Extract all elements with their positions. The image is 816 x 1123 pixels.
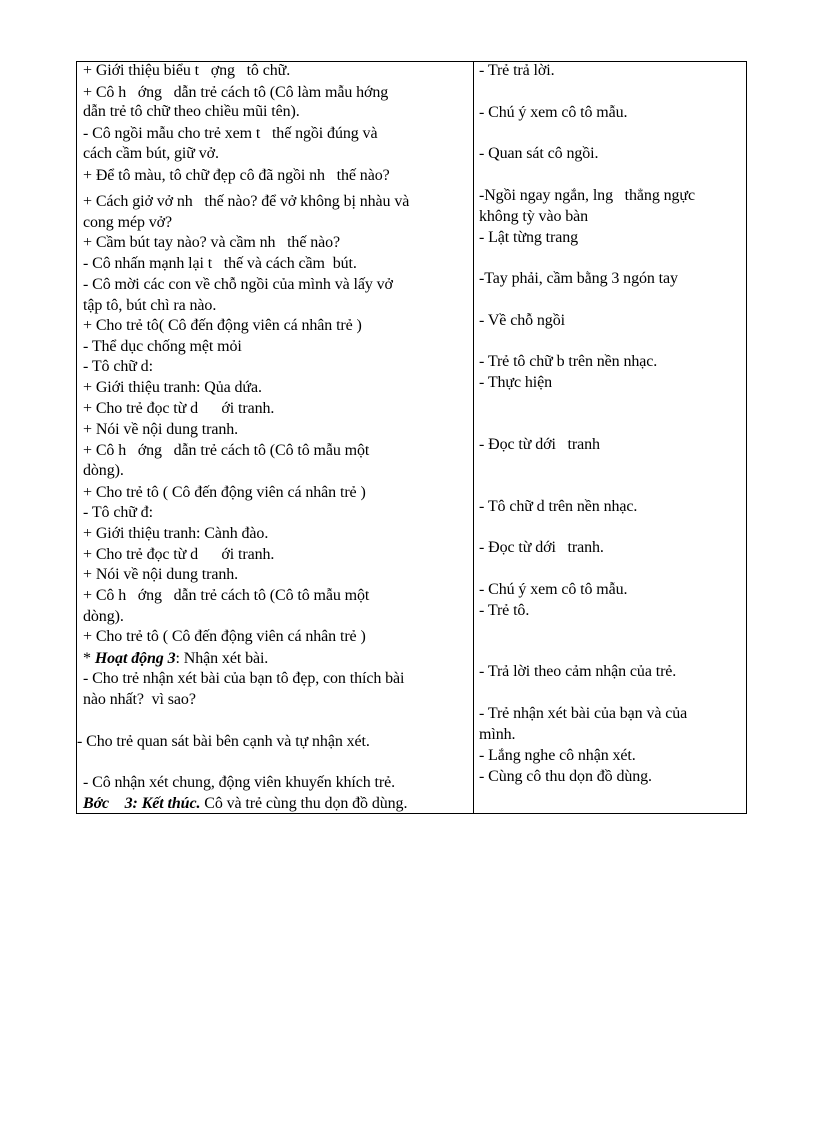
line-text: + Giới thiệu tranh: Qủa dứa. [83,379,262,396]
line-text: tập tô, bút chì ra nào. [83,297,217,314]
teacher-activity-line [83,296,216,316]
child-activity-line: - Về chỗ ngồi [479,312,565,329]
line-text: + Cho trẻ đọc từ d ới tranh. [83,400,275,417]
teacher-activity-line [83,254,357,274]
teacher-activity-line [83,420,238,440]
line-text: + Nói về nội dung tranh. [83,421,239,438]
child-activity-line: - Trẻ nhận xét bài của bạn và của [479,705,688,722]
line-text: cách cầm bút, giữ vở. [83,145,219,162]
teacher-activity-line [83,794,407,814]
line-text: - Cô ngồi mẫu cho trẻ xem t thế ngồi đúng và [83,125,378,142]
teacher-activity-line [83,337,242,357]
teacher-activity-line [83,357,153,377]
teacher-activity-line [83,166,390,186]
line-text: cong mép vở? [83,214,173,231]
teacher-activity-line [83,233,340,253]
teacher-activity-line [83,399,274,419]
child-activity-line: - Trẻ trả lời. [479,62,555,79]
child-activity-line: - Trả lời theo cảm nhận của trẻ. [479,663,677,680]
child-activity-line: - Thực hiện [479,374,553,391]
line-text: * [83,650,95,667]
emphasized-text: Hoạt động 3 [94,650,176,667]
child-activity-line: - Tô chữ d trên nền nhạc. [479,498,638,515]
child-activity-line: -Ngồi ngay ngắn, lng thẳng ngực [479,187,695,204]
child-activity-line: -Tay phải, cầm bằng 3 ngón tay [479,270,678,287]
teacher-activity-line [83,441,369,461]
teacher-activity-line [83,524,268,544]
line-text: + Cách giở vở nh thế nào? để vở không bị nhàu và [83,193,410,210]
line-text: + Cho trẻ tô ( Cô đến động viên cá nhân trẻ ) [83,484,366,501]
child-activity-line: - Lật từng trang [479,229,579,246]
child-activity-line: - Đọc từ dới tranh. [479,539,604,556]
line-text: : Nhận xét bài. [175,650,269,667]
teacher-activity-line [83,192,409,212]
child-activity-line: - Quan sát cô ngồi. [479,145,599,162]
child-activity-line: mình. [479,726,516,743]
teacher-activity-line [83,275,393,295]
line-text: - Cô nhấn mạnh lại t thế và cách cầm bút. [83,255,357,272]
line-text: Cô và trẻ cùng thu dọn đồ dùng. [200,795,408,812]
line-text: + Nói về nội dung tranh. [83,566,239,583]
child-activity-line: - Trẻ tô. [479,602,530,619]
teacher-activity-line [83,627,366,647]
teacher-activity-line [83,461,124,481]
line-text: dẫn trẻ tô chữ theo chiều mũi tên). [83,103,300,120]
teacher-activity-line [83,545,274,565]
teacher-activity-line [83,378,262,398]
line-text: - Cô mời các con về chỗ ngồi của mình và lấy vở [83,276,393,293]
line-text: - Tô chữ đ: [83,504,153,521]
teacher-activity-line [83,83,388,103]
teacher-activity-line [83,690,196,710]
teacher-activity-line [83,586,369,606]
teacher-activity-line [77,732,370,752]
line-text: + Cho trẻ đọc từ d ới tranh. [83,546,275,563]
line-text: + Cho trẻ tô( Cô đến động viên cá nhân trẻ ) [83,317,362,334]
line-text: + Để tô màu, tô chữ đẹp cô đã ngồi nh thế nào? [83,167,390,184]
teacher-activity-line [83,649,268,669]
line-text: - Cho trẻ nhận xét bài của bạn tô đẹp, con thích bài [83,670,405,687]
line-text: + Cho trẻ tô ( Cô đến động viên cá nhân trẻ ) [83,628,366,645]
line-text: + Giới thiệu tranh: Cành đào. [83,525,269,542]
line-text: - Tô chữ d: [83,358,153,375]
child-activity-line: - Cùng cô thu dọn đồ dùng. [479,768,652,785]
teacher-activity-line [83,773,395,793]
child-activity-line: - Chú ý xem cô tô mẫu. [479,104,628,121]
teacher-activity-line [83,503,153,523]
line-text: - Thể dục chống mệt mỏi [83,338,242,355]
line-text: + Cầm bút tay nào? và cầm nh thế nào? [83,234,341,251]
line-text: dòng). [83,462,124,479]
line-text: nào nhất? vì sao? [83,691,196,708]
teacher-activity-line [83,213,172,233]
emphasized-text: Bớc 3: Kết thúc. [83,795,201,812]
child-activity-line: - Lắng nghe cô nhận xét. [479,747,636,764]
line-text: + Giới thiệu biểu t ợng tô chữ. [83,62,291,79]
line-text: dòng). [83,608,124,625]
teacher-activity-line [83,565,238,585]
column-divider [473,61,474,814]
teacher-activity-line [83,124,377,144]
line-text: + Cô h ớng dẫn trẻ cách tô (Cô tô mẫu một [83,587,370,604]
teacher-activity-line [83,669,404,689]
child-activity-line: - Chú ý xem cô tô mẫu. [479,581,628,598]
line-text: - Cho trẻ quan sát bài bên cạnh và tự nhận xét. [77,733,370,750]
child-activity-line: - Đọc từ dới tranh [479,436,600,453]
line-text: + Cô h ớng dẫn trẻ cách tô (Cô tô mẫu một [83,442,370,459]
line-text: - Cô nhận xét chung, động viên khuyến khích trẻ. [83,774,396,791]
teacher-activity-line [83,144,219,164]
line-text: + Cô h ớng dẫn trẻ cách tô (Cô làm mẫu hớng [83,84,389,101]
teacher-activity-line [83,61,290,81]
teacher-activity-line [83,607,124,627]
teacher-activity-line [83,483,366,503]
teacher-activity-line [83,102,300,122]
child-activity-line: - Trẻ tô chữ b trên nền nhạc. [479,353,658,370]
child-activity-line: không tỳ vào bàn [479,208,589,225]
teacher-activity-line [83,316,362,336]
